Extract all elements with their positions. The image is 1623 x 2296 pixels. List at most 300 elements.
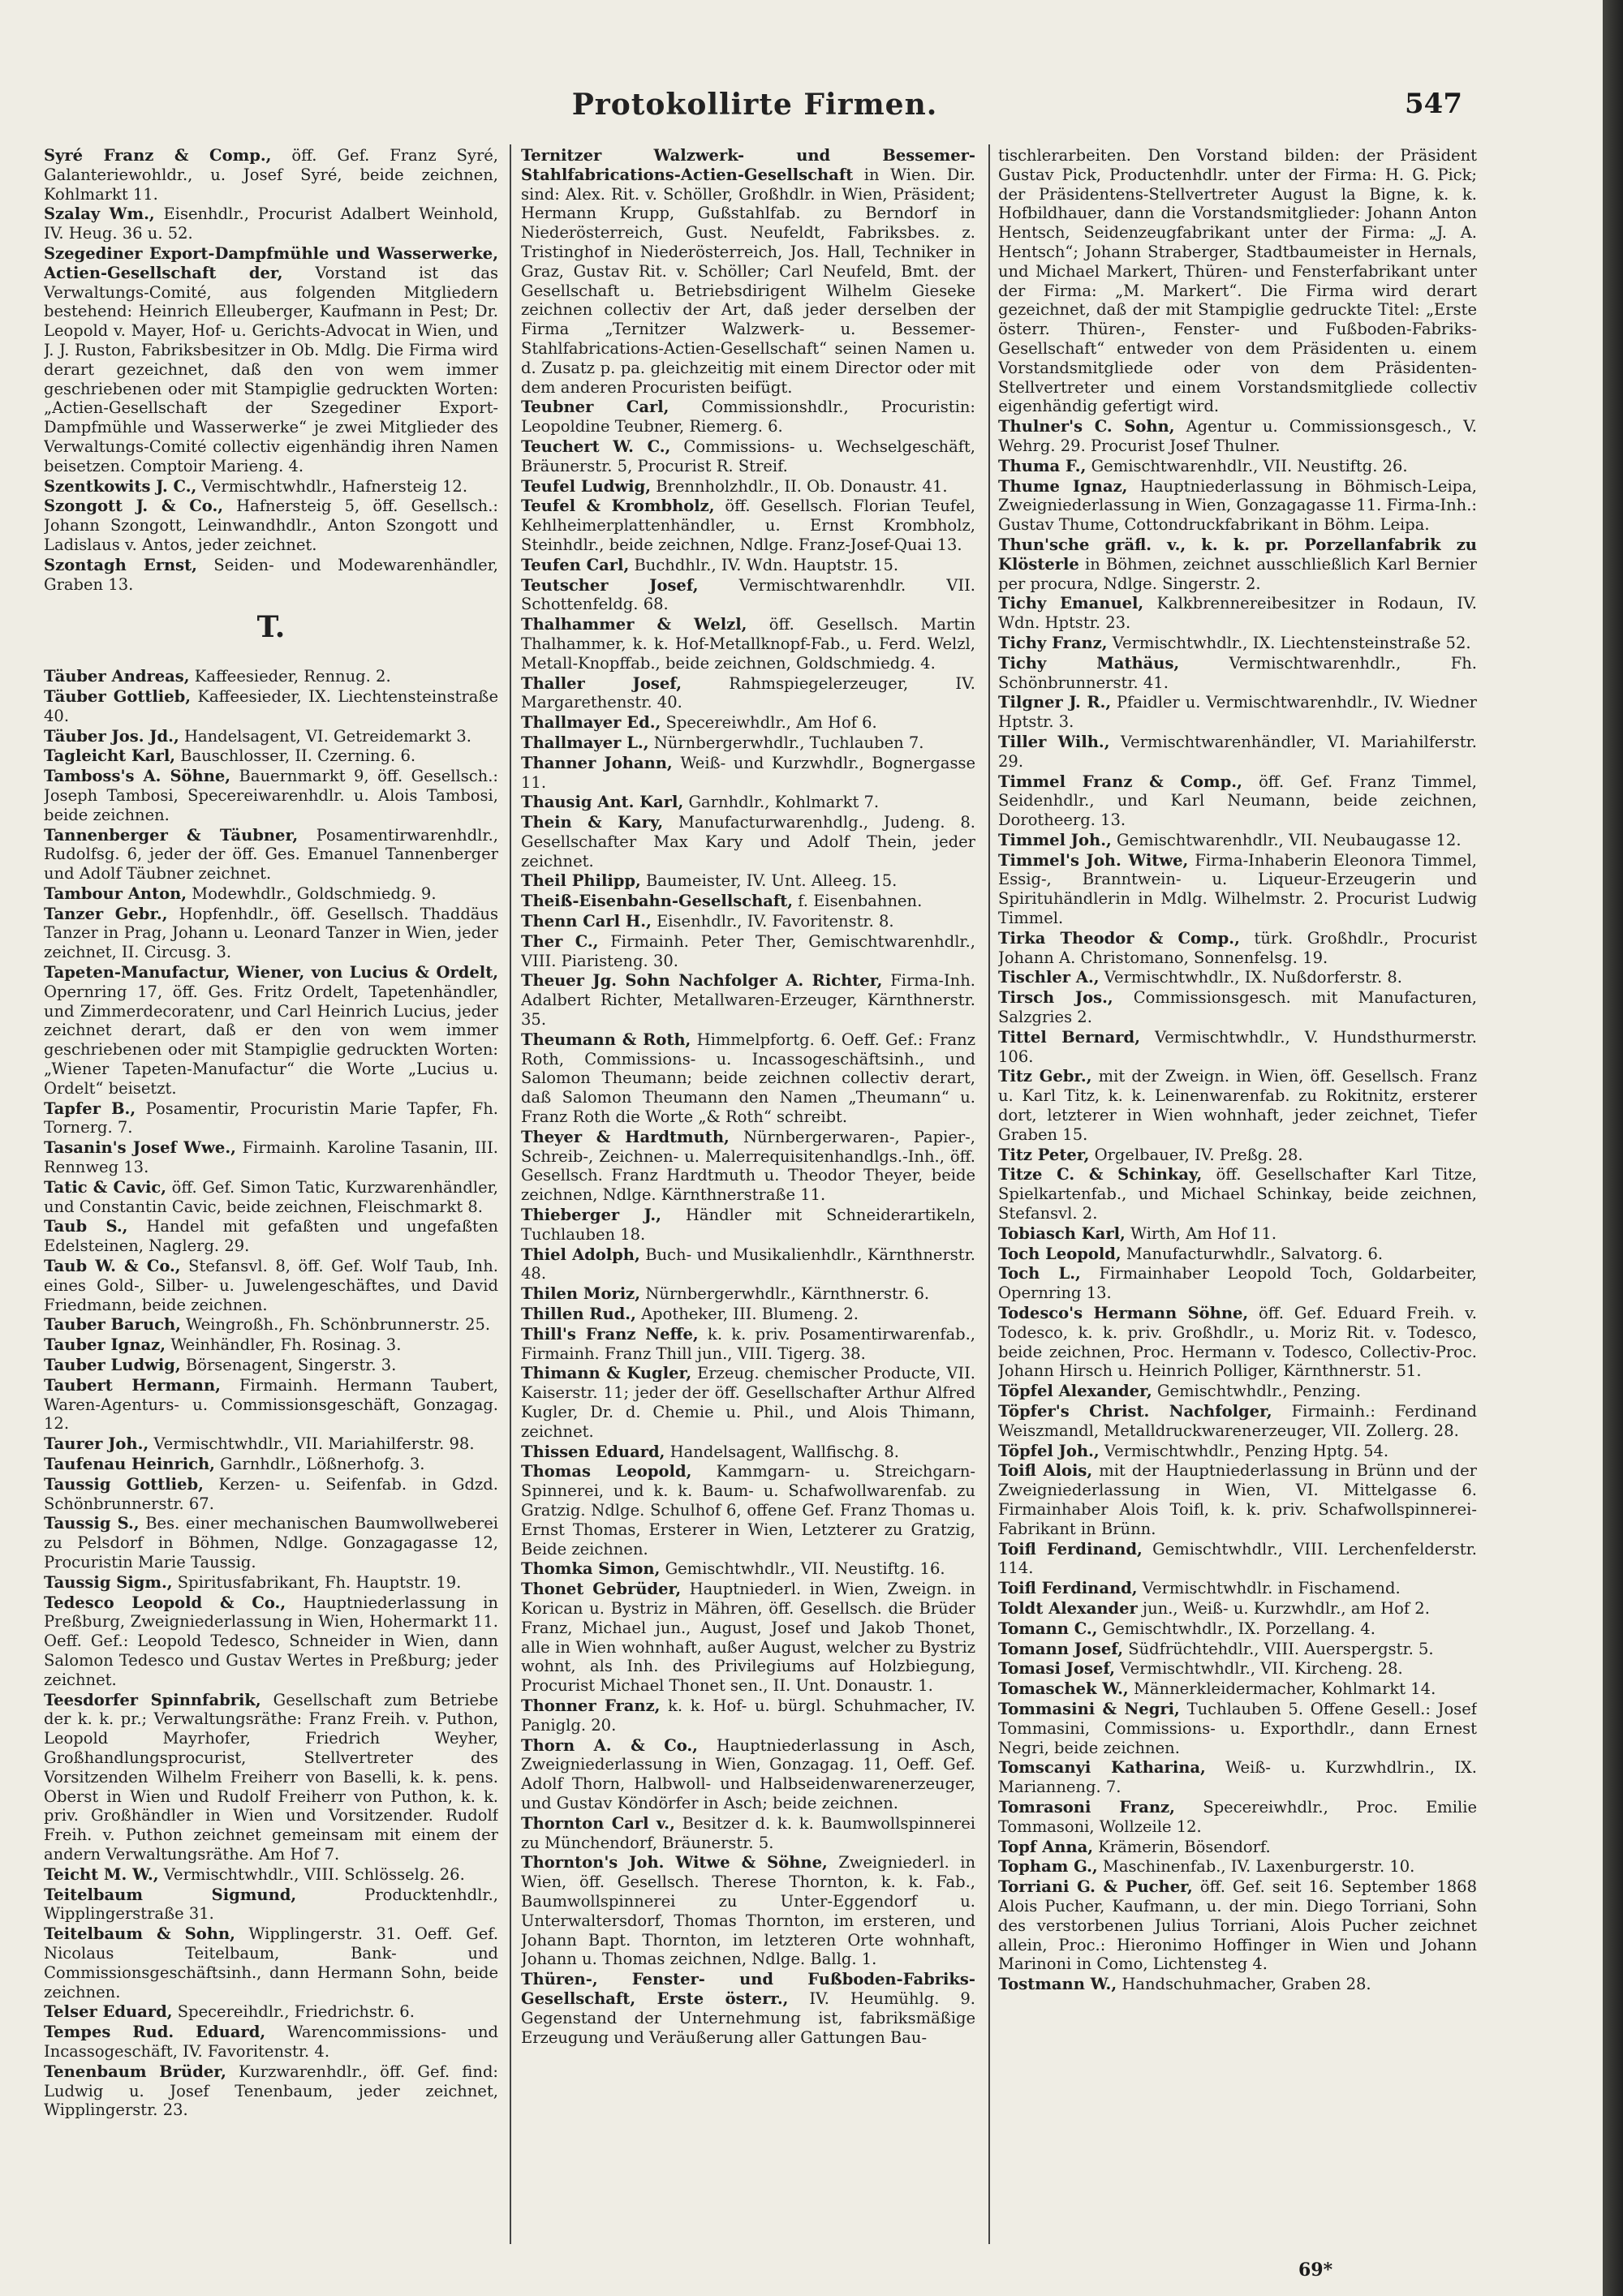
firm-name: Taurer Joh., — [44, 1434, 149, 1454]
firm-name: Thulner's C. Sohn, — [998, 417, 1175, 436]
firm-description: Gesellschaft zum Betriebe der k. k. pr.; Verwaltungsräthe: Franz Freih. v. Puthon, Leopold Mayrhofer, Friedrich Weyher, Großhandlungsprocurist, Stellvertreter des Vorsitzenden Wilhelm Freiherr von Baselli, k. k. pens. Oberst in Wien und Rudolf Freiherr von Puthon, k. k. priv. Großhändler in Wien und Vorsitzender. Rudolf Freih. v. Puthon zeichnet gemeinsam mit einem der andern Verwaltungsräthe. Am Hof 7. — [44, 1690, 498, 1864]
firm-entry — [44, 884, 498, 904]
firm-entry — [998, 968, 1477, 987]
firm-description: k. k. Hof- u. bürgl. Schuhmacher, IV. Paniglg. 20. — [521, 1696, 975, 1735]
firm-entry — [998, 1067, 1477, 1144]
firm-entry — [998, 772, 1477, 830]
firm-description: IV. Heumühlg. 9. Gegenstand der Unternehmung ist, fabriksmäßige Erzeugung und Veräußerung aller Gattungen Bau- — [521, 1989, 975, 2047]
text-column-3 — [998, 146, 1477, 2239]
firm-entry — [44, 556, 498, 595]
firm-description: Besitzer d. k. k. Baumwollspinnerei zu Münchendorf, Bräunerstr. 5. — [521, 1813, 975, 1852]
firm-entry — [44, 244, 498, 476]
firm-entry — [998, 457, 1477, 476]
firm-description: Weingroßh., Fh. Schönbrunnerstr. 25. — [186, 1315, 491, 1335]
firm-entry — [44, 1475, 498, 1514]
firm-entry — [44, 1257, 498, 1314]
firm-entry — [44, 1691, 498, 1864]
firm-name: Thuma F., — [998, 456, 1087, 475]
firm-description: Producktenhdlr., Wipplingerstraße 31. — [44, 1885, 498, 1924]
firm-name: Tasanin's Josef Wwe., — [44, 1138, 236, 1158]
firm-entry — [521, 1245, 975, 1284]
firm-description: Brennholzhdlr., II. Ob. Donaustr. 41. — [656, 476, 948, 496]
firm-name: Thallmayer Ed., — [521, 713, 661, 733]
firm-description: Pfaidler u. Vermischtwarenhdlr., IV. Wiedner Hptstr. 3. — [998, 693, 1477, 732]
firm-entry — [44, 1924, 498, 2001]
firm-name: Thüren-, Fenster- und Fußboden-Fabriks-Gesellschaft, Erste österr., — [521, 1970, 975, 2008]
firm-entry — [44, 905, 498, 962]
firm-entry — [521, 793, 975, 812]
firm-name: Thallmayer L., — [521, 733, 649, 752]
firm-description: Garnhdlr., Kohlmarkt 7. — [688, 793, 880, 812]
firm-entry — [44, 746, 498, 766]
firm-name: Tirka Theodor & Comp., — [998, 928, 1240, 948]
firm-name: Thomka Simon, — [521, 1559, 661, 1579]
firm-entry — [44, 667, 498, 686]
firm-name: Tenenbaum Brüder, — [44, 2062, 226, 2081]
firm-entry — [521, 1325, 975, 1364]
firm-name: Tittel Bernard, — [998, 1027, 1140, 1047]
firm-name: Täuber Andreas, — [44, 667, 190, 686]
firm-name: Teufel Ludwig, — [521, 476, 651, 496]
firm-description: k. k. priv. Posamentirwarenfab., Firmainh. Franz Thill jun., VIII. Tigerg. 38. — [521, 1324, 975, 1363]
firm-entry — [521, 1284, 975, 1304]
firm-entry — [521, 971, 975, 1029]
firm-description: Baumeister, IV. Unt. Alleeg. 15. — [646, 871, 898, 891]
firm-name: Tambour Anton, — [44, 884, 187, 903]
firm-name: Ther C., — [521, 931, 599, 951]
firm-description: Firmainh. Karoline Tasanin, III. Rennweg 13. — [44, 1138, 498, 1177]
firm-description: Commissionshdlr., Procuristin: Leopoldine Teubner, Riemerg. 6. — [521, 398, 975, 436]
firm-entry — [44, 1178, 498, 1217]
firm-entry — [998, 417, 1477, 456]
firm-name: Titz Gebr., — [998, 1067, 1092, 1086]
running-title: Protokollirte Firmen. — [571, 88, 938, 122]
firm-name: Theiß-Eisenbahn-Gesellschaft, — [521, 892, 794, 911]
firm-description: öff. Gef. Franz Timmel, Seidenhdlr., und Karl Neumann, beide zeichnen, Dorotheerg. 13. — [998, 772, 1477, 830]
firm-entry — [44, 1573, 498, 1593]
firm-name: Thun'sche gräfl. v., k. k. pr. Porzellanfabrik zu Klösterle — [998, 535, 1477, 574]
firm-description: Rahmspiegelerzeuger, IV. Margarethenstr. 40. — [521, 673, 975, 712]
firm-description: Firma-Inhaberin Eleonora Timmel, Essig-, Branntwein- u. Liqueur-Erzeugerin und Spirituhändlerin in Mdlg. Wilhelmstr. 2. Procurist Ludwig Timmel. — [998, 850, 1477, 928]
firm-entry — [998, 1640, 1477, 1659]
firm-name: Thornton's Joh. Witwe & Söhne, — [521, 1853, 828, 1872]
firm-name: Ternitzer Walzwerk- und Bessemer-Stahlfabrications-Actien-Gesellschaft — [521, 146, 975, 184]
firm-name: Teitelbaum Sigmund, — [44, 1885, 297, 1904]
firm-name: Torriani G. & Pucher, — [998, 1877, 1193, 1897]
firm-entry — [998, 988, 1477, 1027]
firm-description: öff. Gef. Simon Tatic, Kurzwarenhändler, und Constantin Cavic, beide zeichnen, Fleischmarkt 8. — [44, 1177, 498, 1216]
firm-entry — [44, 1217, 498, 1256]
firm-entry — [998, 1442, 1477, 1461]
firm-entry — [998, 1146, 1477, 1165]
firm-description: Vermischtwarenhdlr., Fh. Schönbrunnerstr. 41. — [998, 653, 1477, 692]
firm-name: Thein & Kary, — [521, 813, 664, 832]
firm-description: Modewhdlr., Goldschmiedg. 9. — [192, 884, 437, 903]
firm-entry — [521, 1970, 975, 2047]
firm-entry — [998, 693, 1477, 732]
firm-name: Thimann & Kugler, — [521, 1364, 692, 1383]
firm-description: türk. Großhdlr., Procurist Johann A. Christomano, Sonnenfelsg. 19. — [998, 928, 1477, 967]
firm-description: Maschinenfab., IV. Laxenburgerstr. 10. — [1102, 1857, 1415, 1877]
firm-description: Börsenagent, Singerstr. 3. — [185, 1356, 397, 1375]
firm-entry — [521, 477, 975, 497]
firm-name: Taussig S., — [44, 1514, 140, 1533]
firm-description: Commissionsgesch. mit Manufacturen, Salzgries 2. — [998, 988, 1477, 1027]
firm-description: Posamentirwarenhdlr., Rudolfsg. 6, jeder der öff. Ges. Emanuel Tannenberger und Adolf Täubner zeichnet. — [44, 825, 498, 884]
firm-name: Thanner Johann, — [521, 753, 673, 772]
firm-entry — [521, 1580, 975, 1696]
firm-name: Timmel's Joh. Witwe, — [998, 850, 1189, 870]
firm-description: Eisenhdlr., IV. Favoritenstr. 8. — [657, 912, 894, 931]
firm-name: Täuber Gottlieb, — [44, 686, 192, 706]
firm-entry — [44, 687, 498, 726]
firm-name: Tapfer B., — [44, 1099, 136, 1118]
column-rule-right — [988, 144, 990, 2244]
firm-entry — [521, 1814, 975, 1853]
firm-name: Timmel Franz & Comp., — [998, 772, 1242, 791]
firm-name: Toifl Ferdinand, — [998, 1539, 1143, 1559]
firm-name: Szegediner Export-Dampfmühle und Wasserwerke, Actien-Gesellschaft der, — [44, 243, 498, 282]
firm-name: Tobiasch Karl, — [998, 1223, 1126, 1243]
firm-entry — [44, 1099, 498, 1138]
firm-entry — [998, 1245, 1477, 1264]
firm-name: Theumann & Roth, — [521, 1030, 691, 1049]
firm-description: öff. Gef. Eduard Freih. v. Todesco, k. k. priv. Großhdlr., u. Moriz Rit. v. Todesco, beide zeichnen, Proc. Hermann v. Todesco, Collectiv-Proc. Johann Hirsch u. Heinrich Polliger, Kärnthnerstr. 51. — [998, 1304, 1477, 1381]
firm-entry — [998, 1304, 1477, 1381]
firm-entry — [44, 963, 498, 1099]
firm-entry — [521, 754, 975, 793]
firm-entry — [998, 1540, 1477, 1579]
firm-description: Specereiwhdlr., Proc. Emilie Tommasoni, Wollzeile 12. — [998, 1797, 1477, 1836]
firm-description: Kaffeesieder, IX. Liechtensteinstraße 40. — [44, 686, 498, 725]
firm-description: Buchdhlr., IV. Wdn. Hauptstr. 15. — [634, 555, 899, 574]
firm-name: Teufen Carl, — [521, 555, 630, 574]
firm-name: Tichy Mathäus, — [998, 653, 1180, 673]
firm-name: Thiel Adolph, — [521, 1245, 640, 1264]
firm-entry — [521, 1462, 975, 1559]
firm-name: Tomasi Josef, — [998, 1659, 1116, 1679]
firm-name: Taufenau Heinrich, — [44, 1455, 215, 1473]
firm-name: Thillen Rud., — [521, 1305, 636, 1324]
firm-description: Kammgarn- u. Streichgarn-Spinnerei, und k. k. Baum- u. Schafwollwarenfab. zu Gratzig. Ndlge. Schulhof 6, offene Gef. Franz Thomas u. Ernst Thomas, Ersterer in Wien, Letzterer zu Gratzig, Beide zeichnen. — [521, 1462, 975, 1559]
firm-name: Szontagh Ernst, — [44, 555, 197, 574]
firm-name: Tomscanyi Katharina, — [998, 1758, 1206, 1778]
firm-entry — [44, 1514, 498, 1572]
firm-name: Thalhammer & Welzl, — [521, 615, 747, 634]
firm-description: Kerzen- u. Seifenfab. in Gdzd. Schönbrunnerstr. 67. — [44, 1474, 498, 1513]
firm-description: Weiß- und Kurzwhdlr., Bognergasse 11. — [521, 753, 975, 792]
firm-entry — [44, 146, 498, 204]
firm-description: Hauptniederlassung in Preßburg, Zweigniederlassung in Wien, Hohermarkt 11. Oeff. Gef.: Leopold Tedesco, Schneider in Wien, dann Salomon Tedesco und Gustav Wertes in Preßburg; jeder zeichnet. — [44, 1593, 498, 1689]
firm-description: Firmainh. Hermann Taubert, Waren-Agenturs- u. Commissionsgeschäft, Gonzagag. 12. — [44, 1375, 498, 1434]
firm-entry — [998, 1659, 1477, 1679]
firm-entry — [998, 535, 1477, 593]
firm-name: Thausig Ant. Karl, — [521, 793, 684, 812]
firm-entry — [521, 713, 975, 733]
firm-name: Tommasini & Negri, — [998, 1699, 1180, 1718]
section-letter-heading: T. — [256, 610, 286, 645]
firm-entry — [998, 634, 1477, 653]
firm-entry — [44, 2002, 498, 2022]
firm-description: Buch- und Musikalienhdlr., Kärnthnerstr. 48. — [521, 1245, 975, 1283]
firm-description: Vermischtwhdlr., Penzing Hptg. 54. — [1104, 1441, 1389, 1460]
firm-name: Tichy Emanuel, — [998, 594, 1144, 613]
firm-description: Manufacturwarenhdlg., Judeng. 8. Gesellschafter Max Kary und Adolf Thein, jeder zeichnet. — [521, 813, 975, 871]
text-column-1 — [44, 146, 498, 2239]
firm-name: Topham G., — [998, 1857, 1098, 1877]
firm-name: Timmel Joh., — [998, 830, 1112, 849]
firm-name: Tauber Ignaz, — [44, 1335, 166, 1355]
firm-name: Thilen Moriz, — [521, 1284, 641, 1304]
firm-description: Seiden- und Modewarenhändler, Graben 13. — [44, 555, 498, 594]
firm-entry — [44, 1138, 498, 1177]
firm-entry — [521, 556, 975, 575]
firm-entry — [521, 576, 975, 615]
firm-description: Hopfenhdlr., öff. Gesellsch. Thaddäus Tanzer in Prag, Johann u. Leonard Tanzer in Wien, jeder zeichnet, II. Circusg. 3. — [44, 904, 498, 962]
firm-entry — [44, 1335, 498, 1355]
firm-name: Taub W. & Co., — [44, 1257, 181, 1276]
firm-name: Thonner Franz, — [521, 1696, 661, 1715]
firm-name: Thorn A. & Co., — [521, 1735, 698, 1755]
firm-entry — [44, 477, 498, 497]
firm-name: Titz Peter, — [998, 1145, 1090, 1164]
firm-name: Toch Leopold, — [998, 1244, 1121, 1263]
scan-edge — [1603, 0, 1623, 2296]
firm-entry — [44, 1356, 498, 1375]
firm-entry — [998, 1857, 1477, 1877]
text-column-2 — [521, 146, 975, 2239]
firm-entry — [521, 1696, 975, 1735]
firm-name: Titze C. & Schinkay, — [998, 1165, 1203, 1185]
firm-entry — [998, 1461, 1477, 1538]
firm-description: Nürnbergerwhdlr., Kärnthnerstr. 6. — [645, 1284, 930, 1304]
firm-description: öff. Gesellsch. Florian Teufel, Kehlheimerplattenhändler, u. Ernst Krombholz, Steinhdlr., beide zeichnen, Ndlge. Franz-Josef-Quai 13. — [521, 497, 975, 554]
firm-name: Thomas Leopold, — [521, 1462, 692, 1481]
firm-description: tischlerarbeiten. Den Vorstand bilden: der Präsident Gustav Pick, Productenhdlr. unter der Firma: H. G. Pick; der Präsidentens-Stellvertreter August la Bigne, k. k. Hofbildhauer, dann die Vorstandsmitglieder: Johann Anton Hentsch, Seidenzeugfabrikant unter der Firma: „J. A. Hentsch“; Johann Straberger, Stadtbaumeister in Hernals, und Michael Markert, Thüren- und Fensterfabrikant unter der Firma: „M. Markert“. Die Firma wird derart gezeichnet, daß der mit Stampiglie gedruckte Titel: „Erste österr. Thüren-, Fenster- und Fußboden-Fabriks-Gesellschaft“ entweder von dem Präsidenten u. einem Vorstandsmitgliede oder von dem Präsidenten-Stellvertreter und einem Vorstandsmitgliede collectiv eigenhändig gefertigt wird. — [998, 146, 1477, 416]
firm-description: Opernring 17, öff. Ges. Fritz Ordelt, Tapetenhändler, und Zimmerdecoratenr, und Carl Heinrich Lucius, jeder zeichnet derart, daß er den von wem immer geschriebenen oder mit Stampiglie gedruckten Worten: „Wiener Tapeten-Manufactur“ die Worte „Lucius u. Ordelt“ beisetzt. — [44, 982, 498, 1098]
firm-name: Tapeten-Manufactur, Wiener, von Lucius & Ordelt, — [44, 963, 498, 982]
firm-description: Eisenhdlr., Procurist Adalbert Weinhold, IV. Heug. 36 u. 52. — [44, 204, 498, 243]
firm-entry — [44, 497, 498, 554]
firm-entry — [998, 1877, 1477, 1974]
firm-description: Bes. einer mechanischen Baumwollweberei zu Pelsdorf in Böhmen, Ndlge. Gonzagagasse 12, Procuristin Marie Taussig. — [44, 1514, 498, 1572]
firm-description: in Wien. Dir. sind: Alex. Rit. v. Schöller, Großhdlr. in Wien, Präsident; Hermann Krupp, Gußstahlfab. zu Berndorf in Niederösterreich, Gust. Neufeldt, Fabriksbes. z. Tristinghof in Niederösterreich, Jos. Hall, Techniker in Graz, Gustav Rit. v. Schöller; Carl Neufeld, Bmt. der Gesellschaft u. Betriebsdirigent Wilhelm Gieseke zeichnen collectiv der Art, daß jeder derselben der Firma „Ternitzer Walzwerk- u. Bessemer-Stahlfabrications-Actien-Gesellschaft“ seinen Namen u. d. Zusatz p. pa. gleichzeitig mit einem Director oder mit dem anderen Procuristen beifügt. — [521, 165, 975, 397]
firm-entry — [998, 851, 1477, 928]
firm-entry — [998, 1975, 1477, 1994]
firm-entry — [44, 1865, 498, 1885]
firm-name: Tauber Baruch, — [44, 1315, 181, 1335]
firm-description: Händler mit Schneiderartikeln, Tuchlauben 18. — [521, 1206, 975, 1244]
firm-entry — [521, 1853, 975, 1969]
firm-description: Vermischtwhdlr., VII. Kircheng. 28. — [1120, 1659, 1403, 1679]
firm-name: Tanzer Gebr., — [44, 904, 168, 923]
firm-description: Vermischtwhdlr. in Fischamend. — [1142, 1579, 1401, 1598]
firm-description: Erzeug. chemischer Producte, VII. Kaiserstr. 11; jeder der öff. Gesellschafter Arthur Alfred Kugler, Dr. d. Chemie u. Phil., und Alois Thimann, zeichnet. — [521, 1364, 975, 1441]
firm-name: Szalay Wm., — [44, 204, 155, 224]
firm-entry — [521, 813, 975, 871]
firm-name: Töpfel Joh., — [998, 1441, 1100, 1460]
firm-entry — [521, 1128, 975, 1205]
firm-description: Gemischtwhdlr., Penzing. — [1156, 1382, 1361, 1401]
firm-description: Himmelpfortg. 6. Oeff. Gef.: Franz Roth, Commissions- u. Incassogeschäftsinh., und Salomon Theumann; beide zeichnen collectiv derart, daß Salomon Theumann den Namen „Theumann“ u. Franz Roth die Worte „& Roth“ schreibt. — [521, 1030, 975, 1127]
firm-description: mit der Zweign. in Wien, öff. Gesellsch. Franz u. Karl Titz, k. k. Leinenwarenfab. zu Rokitnitz, ersterer dort, letzterer in Wien wohnhaft, jeder zeichnet, Tiefer Graben 15. — [998, 1067, 1477, 1144]
firm-entry — [521, 871, 975, 891]
firm-name: Taussig Gottlieb, — [44, 1474, 204, 1494]
firm-description: Vermischtwarenhändler, VI. Mariahilferstr. 29. — [998, 732, 1477, 771]
firm-entry — [998, 1402, 1477, 1441]
firm-name: Tostmann W., — [998, 1975, 1117, 1994]
firm-description: Firmainh.: Ferdinand Weiszmandl, Metalldruckwarenerzeuger, VII. Zollerg. 28. — [998, 1402, 1477, 1440]
firm-entry — [998, 1224, 1477, 1244]
firm-name: Thaller Josef, — [521, 673, 682, 693]
firm-name: Teutscher Josef, — [521, 575, 699, 595]
firm-description: Hauptniederlassung in Böhmisch-Leipa, Zweigniederlassung in Wien, Gonzagagasse 11. Firma-Inh.: Gustav Thume, Cottondruckfabrikant in Böhm. Leipa. — [998, 476, 1477, 535]
firm-entry — [998, 1382, 1477, 1401]
firm-name: Toldt Alexander — [998, 1598, 1138, 1618]
firm-description: Gemischtwhdlr., VIII. Lerchenfelderstr. 114. — [998, 1539, 1477, 1578]
firm-entry — [44, 727, 498, 746]
firm-description: mit der Hauptniederlassung in Brünn und der Zweigniederlassung in Wien, VI. Mittelgasse 6. Firmainhaber Alois Toifl, k. k. priv. Schafwollspinnerei-Fabrikant in Brünn. — [998, 1461, 1477, 1538]
firm-entry — [998, 1619, 1477, 1639]
firm-description: Handelsagent, VI. Getreidemarkt 3. — [183, 726, 471, 746]
firm-name: Teuchert W. C., — [521, 436, 671, 456]
firm-entry — [998, 477, 1477, 535]
firm-description: Apotheker, III. Blumeng. 2. — [641, 1305, 859, 1324]
firm-name: Tichy Franz, — [998, 633, 1108, 652]
firm-description: öff. Gef. seit 16. September 1868 Alois Pucher, Kaufmann, u. der min. Diego Torriani, Sohn des verstorbenen Julius Torriani, Alois Pucher zeichnet allein, Proc.: Hieronimo Hoffinger in Wien und Johann Marinoni in Como, Lichtensteg 4. — [998, 1877, 1477, 1974]
firm-description: Weiß- u. Kurzwhdlrin., IX. Marianneng. 7. — [998, 1758, 1477, 1797]
firm-description: Zweigniederl. in Wien, öff. Gesellsch. Therese Thornton, k. k. Fab., Baumwollspinnerei zu Unter-Eggendorf u. Unterwaltersdorf, Thomas Thornton, im ersteren, und Johann Bapt. Thornton, im letzteren Orte wohnhaft, Johann u. Thomas zeichnen, Ndlge. Ballg. 1. — [521, 1853, 975, 1969]
firm-entry — [521, 398, 975, 436]
firm-entry — [44, 1455, 498, 1474]
firm-entry — [998, 1679, 1477, 1699]
firm-entry — [521, 1030, 975, 1127]
firm-name: Tauber Ludwig, — [44, 1356, 181, 1375]
firm-name: Tilgner J. R., — [998, 693, 1112, 712]
firm-entry — [521, 497, 975, 554]
firm-name: Thenn Carl H., — [521, 912, 652, 931]
firm-entry — [521, 1364, 975, 1441]
firm-entry — [521, 615, 975, 673]
firm-entry — [44, 767, 498, 824]
firm-description: Wipplingerstr. 31. Oeff. Gef. Nicolaus Teitelbaum, Bank- und Commissionsgeschäftsinh., dann Hermann Sohn, beide zeichnen. — [44, 1924, 498, 2001]
firm-description: Nürnbergerwaren-, Papier-, Schreib-, Zeichnen- u. Malerrequisitenhandlgs.-Inh., öff. Gesellsch. Franz Hardtmuth u. Theodor Theyer, beide zeichnen, Ndlge. Kärnthnerstraße 11. — [521, 1127, 975, 1205]
firm-name: Topf Anna, — [998, 1837, 1093, 1856]
firm-description: Specereiwhdlr., Am Hof 6. — [665, 713, 877, 733]
firm-entry — [521, 932, 975, 971]
firm-entry — [521, 437, 975, 476]
firm-entry — [521, 1305, 975, 1324]
firm-name: Teitelbaum & Sohn, — [44, 1924, 235, 1944]
firm-description: Wirth, Am Hof 11. — [1130, 1223, 1277, 1243]
firm-description: Commissions- u. Wechselgeschäft, Bräunerstr. 5, Procurist R. Streif. — [521, 436, 975, 475]
firm-entry — [998, 1264, 1477, 1303]
firm-entry — [998, 1838, 1477, 1857]
firm-name: Taubert Hermann, — [44, 1375, 221, 1395]
firm-name: Teicht M. W., — [44, 1864, 159, 1884]
firm-description: Garnhdlr., Lößnerhofg. 3. — [220, 1455, 425, 1473]
firm-description: in Böhmen, zeichnet ausschließlich Karl Bernier per procura, Ndlge. Singerstr. 2. — [998, 554, 1477, 593]
firm-description: Firma-Inh. Adalbert Richter, Metallwaren-Erzeuger, Kärnthnerstr. 35. — [521, 971, 975, 1030]
firm-name: Szentkowits J. C., — [44, 476, 197, 496]
firm-description: Vermischtwhdlr., VII. Mariahilferstr. 98. — [153, 1434, 475, 1454]
firm-description: Bauernmarkt 9, öff. Gesellsch.: Joseph Tambosi, Specereiwarenhdlr. u. Alois Tambosi, beide zeichnen. — [44, 767, 498, 824]
firm-name: Täuber Jos. Jd., — [44, 726, 179, 746]
firm-name: Teubner Carl, — [521, 398, 669, 417]
firm-name: Thonet Gebrüder, — [521, 1580, 682, 1599]
firm-name: Tiller Wilh., — [998, 732, 1110, 751]
firm-name: Tempes Rud. Eduard, — [44, 2023, 266, 2042]
firm-description: Orgelbauer, IV. Preßg. 28. — [1094, 1145, 1303, 1164]
firm-entry — [998, 1599, 1477, 1619]
firm-name: Theil Philipp, — [521, 871, 641, 891]
firm-name: Theuer Jg. Sohn Nachfolger A. Richter, — [521, 971, 883, 991]
signature-mark: 69* — [1298, 2259, 1333, 2281]
firm-name: Tedesco Leopold & Co., — [44, 1593, 286, 1612]
firm-description: Männerkleidermacher, Kohlmarkt 14. — [1133, 1679, 1436, 1699]
firm-description: Gemischtwhdlr., IX. Porzellang. 4. — [1102, 1619, 1375, 1638]
firm-description: Kalkbrennereibesitzer in Rodaun, IV. Wdn. Hptstr. 23. — [998, 594, 1477, 633]
firm-description: Spiritusfabrikant, Fh. Hauptstr. 19. — [177, 1572, 462, 1592]
firm-entry — [44, 826, 498, 884]
firm-description: Firmainh. Peter Ther, Gemischtwarenhdlr., VIII. Piaristeng. 30. — [521, 931, 975, 970]
firm-name: Tomrasoni Franz, — [998, 1797, 1175, 1817]
firm-entry — [998, 1798, 1477, 1837]
firm-entry — [521, 912, 975, 931]
firm-entry — [998, 1165, 1477, 1223]
firm-name: Thornton Carl v., — [521, 1813, 675, 1833]
firm-entry — [44, 1434, 498, 1454]
firm-description: Weinhändler, Fh. Rosinag. 3. — [170, 1335, 402, 1355]
firm-description: Firmainhaber Leopold Toch, Goldarbeiter, Opernring 13. — [998, 1264, 1477, 1303]
firm-description: Agentur u. Commissionsgesch., V. Wehrg. 29. Procurist Josef Thulner. — [998, 417, 1477, 455]
firm-name: Taussig Sigm., — [44, 1572, 173, 1592]
firm-description: Vorstand ist das Verwaltungs-Comité, aus folgenden Mitgliedern bestehend: Heinrich Elleuberger, Kaufmann in Pest; Dr. Leopold v. Mayer, Hof- u. Gerichts-Advocat in Wien, und J. J. Ruston, Fabriksbesitzer in Ob. Mdlg. Die Firma wird derart gezeichnet, daß den von wem immer geschriebenen oder mit Stampiglie gedruckten Worten: „Actien-Gesellschaft der Szegediner Export-Dampfmühle und Wasserwerke“ je zwei Mitglieder des Verwaltungs-Comité collectiv eigenhändig ihren Namen beisetzen. Comptoir Marieng. 4. — [44, 263, 498, 475]
firm-description: Gemischtwarenhdlr., VII. Neubaugasse 12. — [1116, 830, 1462, 849]
firm-entry — [521, 733, 975, 753]
firm-description: Hafnersteig 5, öff. Gesellsch.: Johann Szongott, Leinwandhdlr., Anton Szongott und Ladislaus v. Antos, jeder zeichnet. — [44, 497, 498, 554]
firm-entry — [44, 2062, 498, 2120]
firm-name: Tagleicht Karl, — [44, 746, 176, 766]
firm-description: Handelsagent, Wallfischg. 8. — [669, 1442, 899, 1461]
firm-name: Töpfel Alexander, — [998, 1382, 1152, 1401]
firm-entry — [44, 1593, 498, 1690]
firm-name: Thume Ignaz, — [998, 476, 1128, 496]
firm-name: Tamboss's A. Söhne, — [44, 767, 231, 786]
firm-entry — [521, 674, 975, 713]
firm-description: Vermischtwhdlr., Hafnersteig 12. — [201, 476, 468, 496]
firm-name: Theyer & Hardtmuth, — [521, 1127, 730, 1146]
firm-description: Bauschlosser, II. Czerning. 6. — [180, 746, 416, 766]
firm-entry — [521, 1206, 975, 1245]
firm-description: Vermischtwhdlr., IX. Liechtensteinstraße 52. — [1112, 633, 1471, 652]
firm-entry — [998, 1579, 1477, 1598]
firm-name: Toch L., — [998, 1264, 1081, 1283]
firm-description: Vermischtwhdlr., VIII. Schlösselg. 26. — [163, 1864, 465, 1884]
firm-description: Vermischtwhdlr., IX. Nußdorferstr. 8. — [1104, 968, 1402, 987]
firm-description: Handschuhmacher, Graben 28. — [1121, 1975, 1371, 1994]
firm-description: öff. Gesellschafter Karl Titze, Spielkartenfab., und Michael Schinkay, beide zeichnen, Stefansvl. 2. — [998, 1165, 1477, 1223]
firm-name: Teesdorfer Spinnfabrik, — [44, 1690, 261, 1709]
firm-entry — [998, 929, 1477, 968]
firm-entry — [521, 1559, 975, 1579]
firm-entry — [521, 1736, 975, 1813]
firm-description: Vermischtwarenhdlr. VII. Schottenfeldg. 68. — [521, 575, 975, 614]
firm-name: Taub S., — [44, 1217, 128, 1236]
firm-entry — [998, 654, 1477, 693]
firm-entry — [44, 2023, 498, 2062]
firm-description: Kurzwarenhdlr., öff. Gef. find: Ludwig u. Josef Tenenbaum, jeder zeichnet, Wipplingerstr. 23. — [44, 2062, 498, 2120]
